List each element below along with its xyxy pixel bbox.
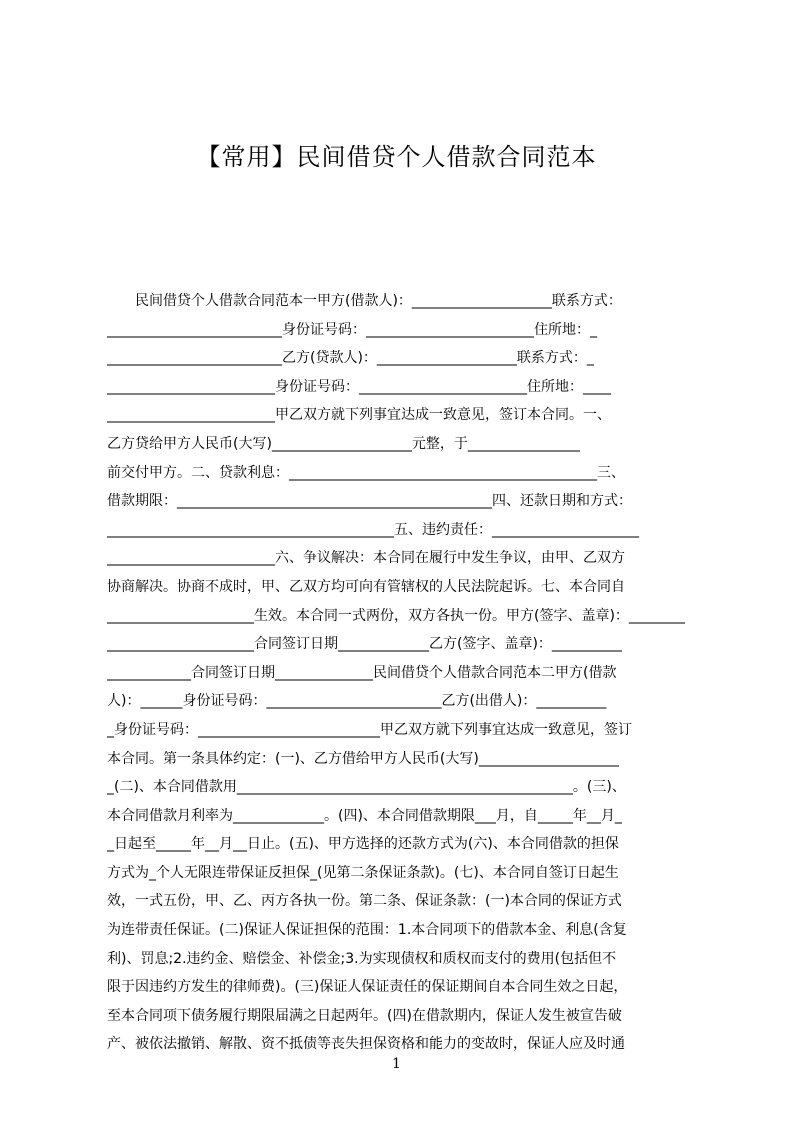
text-line: 本合同借款月利率为_____________。(四)、本合同借款期限___月，自_____年__月_ xyxy=(107,807,622,824)
text-line: 限于因违约方发生的律师费)。(三)保证人保证责任的保证期间自本合同生效之日起， xyxy=(107,979,628,996)
text-line: _日起至_____年__月__日止。(五)、甲方选择的还款方式为(六)、本合同借款的担保 xyxy=(107,836,619,853)
text-line: _(二)、本合同借款用________________________________________________。(三)、 xyxy=(107,779,626,796)
text-line: 本合同。第一条具体约定：(一)、乙方借给甲方人民币(大写)____________________ xyxy=(107,750,619,767)
text-line: ________________________甲乙双方就下列事宜达成一致意见，签订本合同。一、 xyxy=(107,407,611,424)
text-line: 乙方贷给甲方人民币(大写)____________________元整，于________________ xyxy=(107,435,580,452)
text-line: ________________________身份证号码：________________________住所地：____ xyxy=(107,378,611,395)
text-line: 产、被依法撤销、解散、资不抵债等丧失担保资格和能力的变故时，保证人应及时通 xyxy=(107,1036,625,1053)
text-line: _____________________生效。本合同一式两份，双方各执一份。甲方(签字、盖章)：________ xyxy=(107,607,685,624)
text-line: 至本合同项下债务履行期限届满之日起两年。(四)在借款期内，保证人发生被宣告破 xyxy=(107,1007,622,1024)
text-line: _________________________________________五、违约责任：_____________________ xyxy=(107,521,639,538)
text-line: ________________________六、争议解决：本合同在履行中发生争议，由甲、乙双方 xyxy=(107,550,625,567)
text-line: 为连带责任保证。(二)保证人保证担保的范围：1.本合同项下的借款本金、利息(含复 xyxy=(107,922,627,939)
document-title: 【常用】民间借贷个人借款合同范本 xyxy=(196,143,597,171)
text-line: 前交付甲方。二、贷款利息：____________________________________________三、 xyxy=(107,464,625,481)
text-line: 民间借贷个人借款合同范本一甲方(借款人)：____________________联系方式： xyxy=(107,293,622,309)
text-line: 借款期限：_____________________________________________四、还款日期和方式： xyxy=(107,493,632,510)
text-line: 利)、罚息;2.违约金、赔偿金、补偿金;3.为实现债权和质权而支付的费用(包括但不 xyxy=(107,950,617,967)
page-number: 1 xyxy=(392,1056,401,1072)
text-line: 人)：______身份证号码：_________________________乙方(出借人)：__________ xyxy=(107,693,607,710)
text-line: _________________________乙方(贷款人)：____________________联系方式：_ xyxy=(107,350,594,367)
text-line: 效，一式五份，甲、乙、丙方各执一份。第二条、保证条款：(一)本合同的保证方式 xyxy=(107,893,622,910)
contract-body xyxy=(107,287,699,1059)
text-line: 协商解决。协商不成时，甲、乙双方均可向有管辖权的人民法院起诉。七、本合同自 xyxy=(107,578,625,595)
text-line: _________________________身份证号码：________________________住所地：_ xyxy=(107,321,597,338)
text-line: _身份证号码：__________________________甲乙双方就下列事宜达成一致意见，签订 xyxy=(107,721,632,738)
text-line: ____________合同签订日期______________民间借贷个人借款合同范本二甲方(借款 xyxy=(107,664,617,681)
text-line: 方式为_个人无限连带保证反担保_(见第二条保证条款)。(七)、本合同自签订日起生 xyxy=(107,864,619,881)
text-line: _____________________合同签订日期_____________乙方(签字、盖章)：__________ xyxy=(107,636,622,653)
